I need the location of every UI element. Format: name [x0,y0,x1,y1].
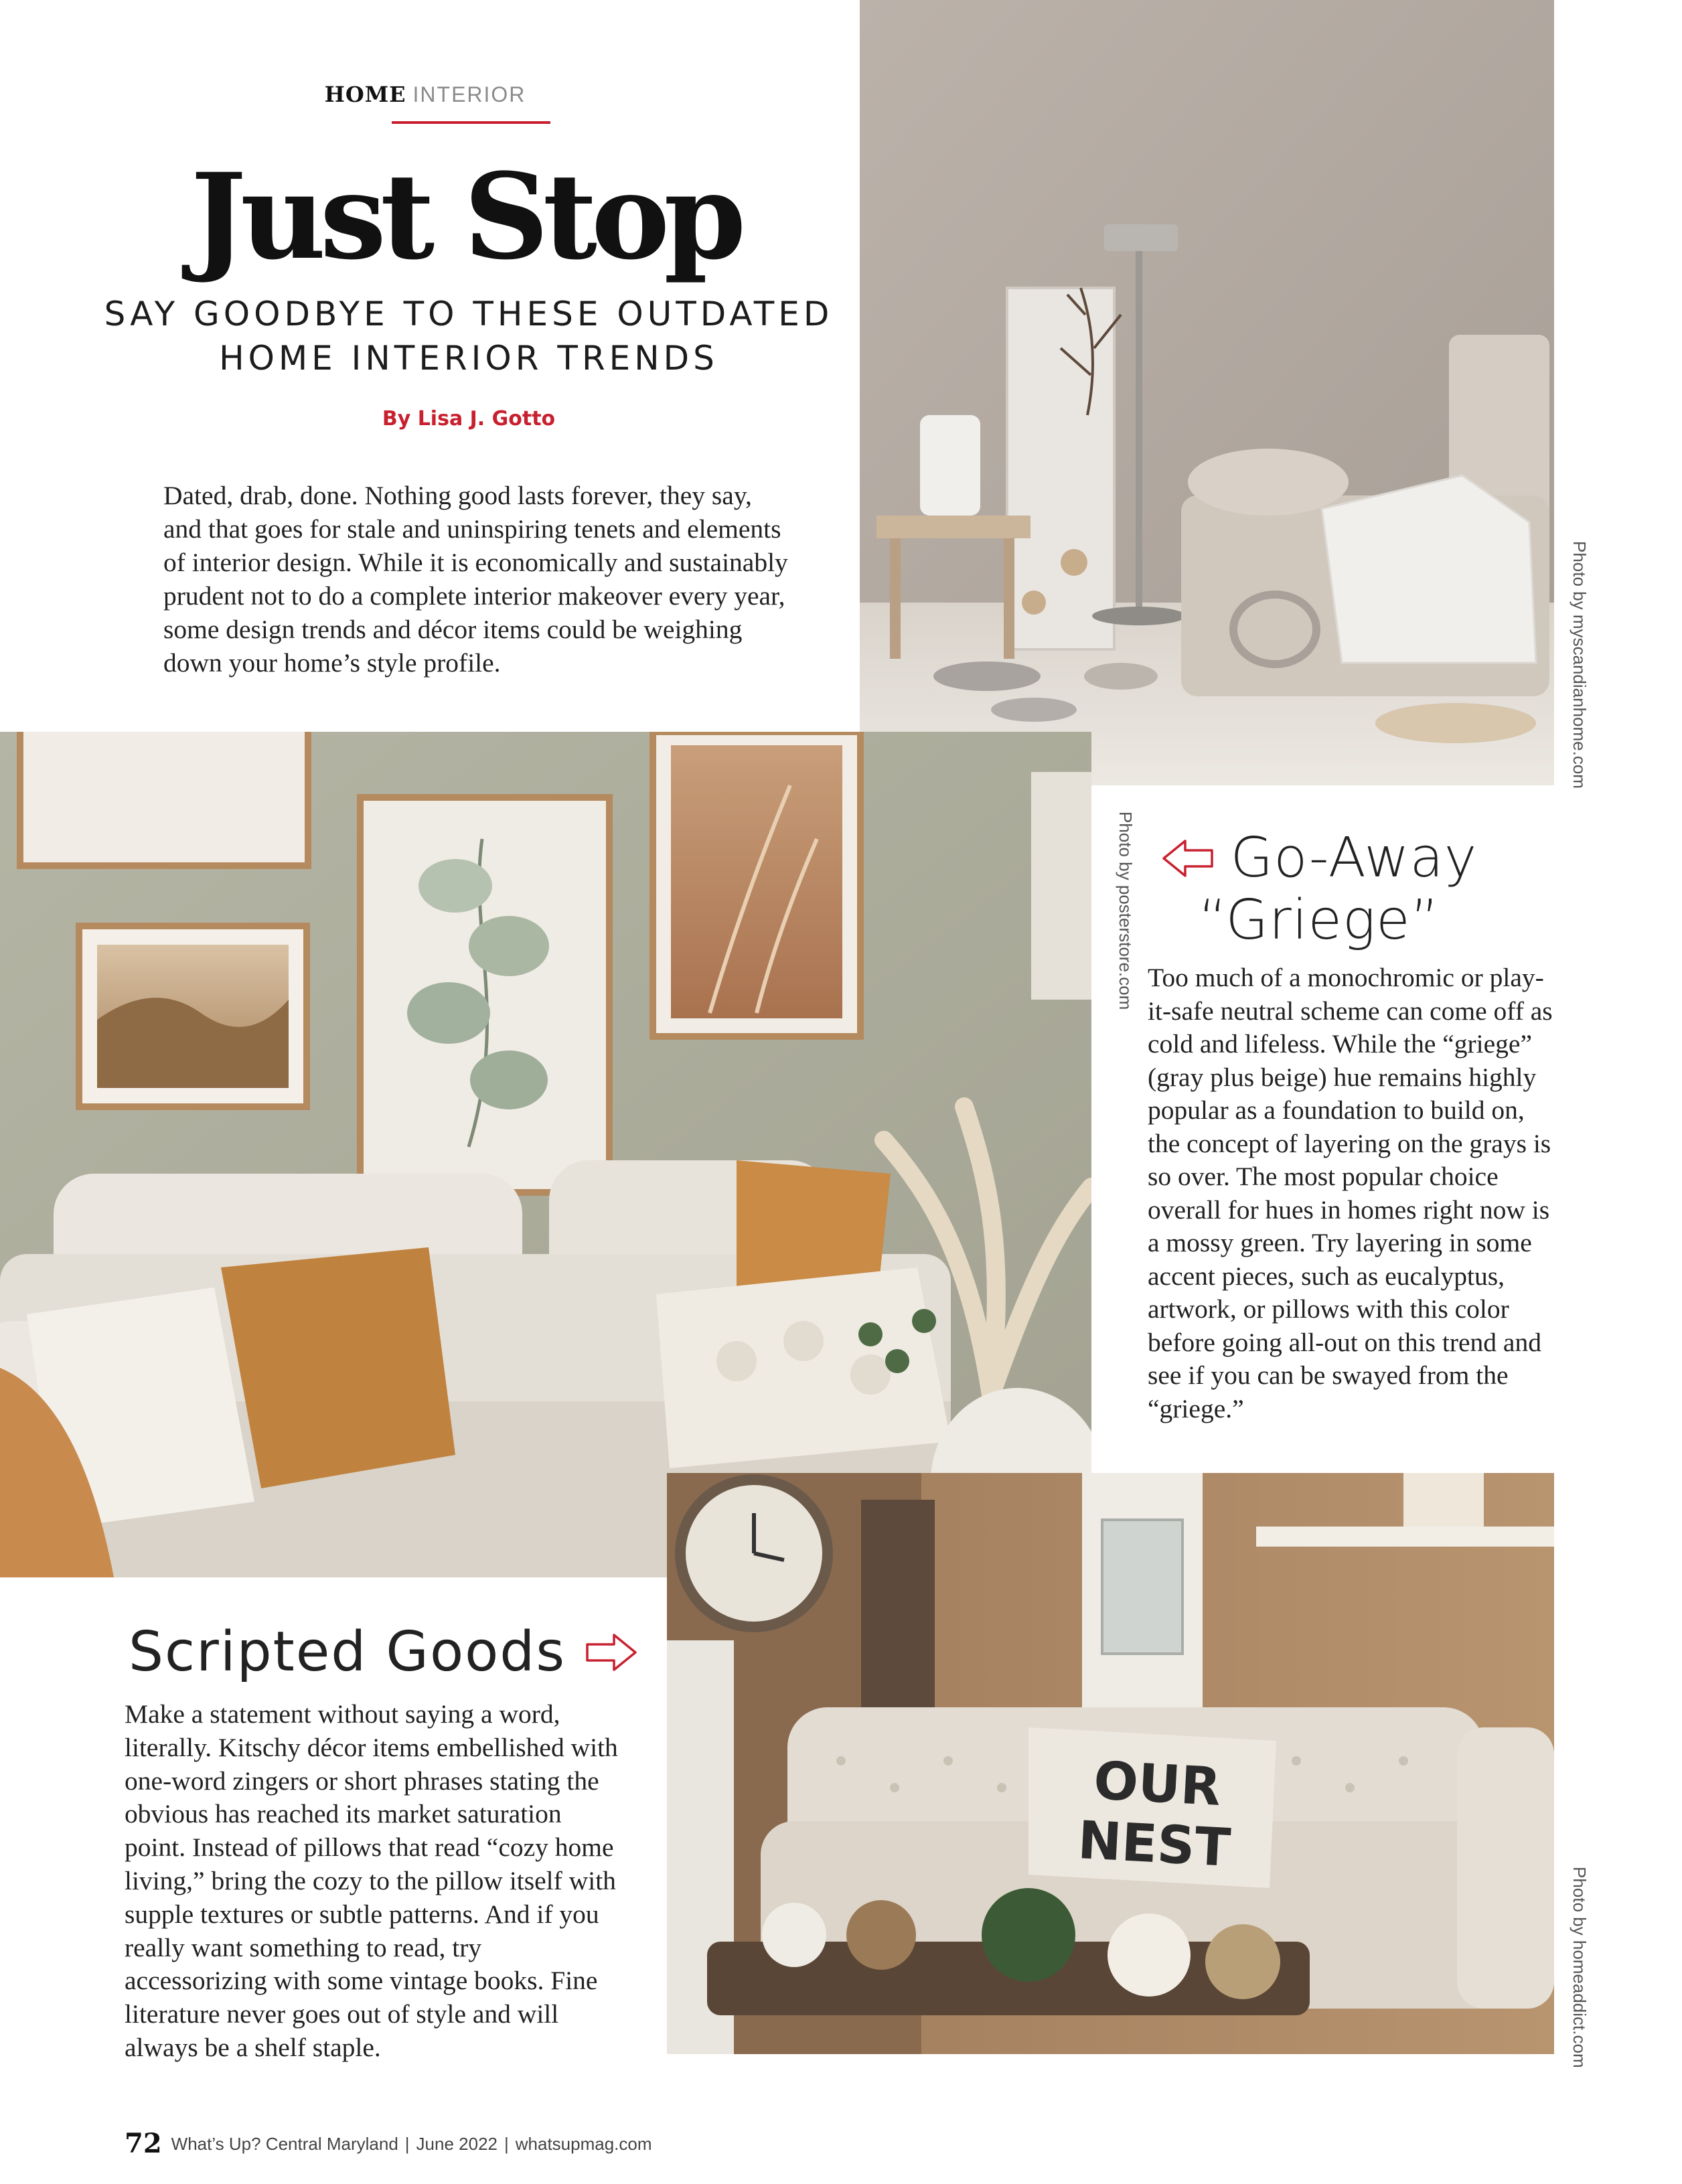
folio-magazine: What’s Up? Central Maryland [171,2134,398,2154]
article-subtitle [0,292,937,380]
pillow-text: OUR NEST [1076,1751,1232,1879]
griege-body: Too much of a monochromic or play-it-safe neutral scheme can come off as cold and lifeless. While the “griege” (gray plus beige) hue remains highly popular as a foundation to build on, the concept of layering on the grays is so over. The most popular choice overall for hues in homes right now is a mossy green. Try layering in some accent pieces, such as eucalyptus, artwork, or pillows with this color before going all-out on this trend and see if you can be swayed from the “griege.” [1148,963,1553,1423]
scripted-heading-text: Scripted Goods [129,1620,566,1684]
folio-issue: June 2022 [416,2134,498,2154]
arrow-left-icon [1161,832,1215,891]
photo-gallery-wall-sofa [0,732,1091,1577]
folio-separator: | [404,2134,410,2154]
subtitle-line-1: SAY GOODBYE TO THESE OUTDATED [104,295,834,333]
subtitle-line-2: HOME INTERIOR TRENDS [219,339,718,378]
article-title: Just Stop [190,147,741,286]
griege-heading-line-2: “Griege” [1198,888,1440,952]
photo-credit-poster: Photo by posterstore.com [1116,811,1136,1010]
photo-scandinavian-room [860,0,1554,785]
section-rule [392,121,550,124]
photo-credit-couch: Photo by homeaddict.com [1570,1867,1590,2068]
folio-separator: | [504,2134,509,2154]
scripted-heading [129,1620,664,1687]
page-number: 72 [125,2128,162,2159]
intro-text: Dated, drab, done. Nothing good lasts forever, they say, and that goes for stale and uninspiring tenets and elements of interior design. While it is economically and sustainably prudent not to do a complete interior makeover every year, some design trends and décor items could be weighing down your home’s style profile. [163,481,788,678]
griege-heading [1091,826,1547,952]
photo-credit-scandinavian: Photo by myscandianhome.com [1570,541,1590,789]
byline: By Lisa J. Gotto [382,407,556,431]
section-label-bold: HOME [324,82,406,107]
page-folio [125,2128,652,2159]
scripted-body: Make a statement without saying a word, literally. Kitschy décor items embellished with one-word zingers or short phrases stating the obvious has reached its market saturation point. Instead of pillows that read “cozy home living,” bring the cozy to the pillow itself with supple textures or subtle patterns. And if you really want something to read, try accessorizing with some vintage books. Fine literature never goes out of style and will always be a shelf staple. [125,1699,618,2062]
section-label-light: INTERIOR [412,82,526,106]
arrow-right-icon [585,1624,638,1687]
folio-site: whatsupmag.com [515,2134,652,2154]
section-label [0,82,850,107]
photo-tufted-couch [667,1473,1554,2054]
intro-paragraph [163,479,793,680]
griege-heading-line-1: Go-Away [1230,826,1478,890]
